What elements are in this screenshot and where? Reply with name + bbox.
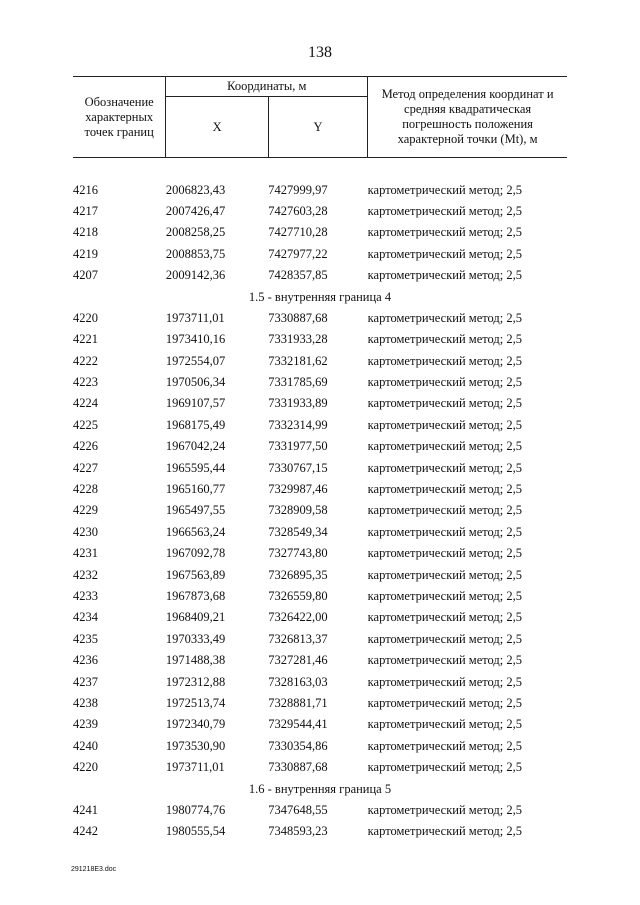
table-row xyxy=(73,757,567,778)
table-row xyxy=(73,179,567,200)
table-row xyxy=(73,222,567,243)
coord-x: 1980555,54 xyxy=(165,824,226,839)
coord-x: 1969107,57 xyxy=(165,396,226,411)
point-id: 4220 xyxy=(73,310,98,325)
point-id: 4236 xyxy=(73,653,98,668)
method-cell: картометрический метод; 2,5 xyxy=(367,717,523,732)
table-row xyxy=(73,393,567,414)
point-id: 4241 xyxy=(73,802,98,817)
coord-y: 7347648,55 xyxy=(268,802,328,817)
coord-x: 1971488,38 xyxy=(165,653,226,668)
method-cell: картометрический метод; 2,5 xyxy=(367,460,523,475)
table-row xyxy=(73,650,567,671)
coord-y: 7331933,28 xyxy=(268,332,328,347)
coord-y: 7427603,28 xyxy=(268,203,328,218)
footer-filename: 291218E3.doc xyxy=(71,866,117,873)
coord-x: 1965497,55 xyxy=(165,503,226,518)
coord-x: 1967563,89 xyxy=(165,567,226,582)
method-cell: картометрический метод; 2,5 xyxy=(367,674,523,689)
header-designation: Обозначение характерных точек границ xyxy=(73,77,166,158)
method-cell: картометрический метод; 2,5 xyxy=(367,353,523,368)
header-x: X xyxy=(166,97,268,158)
header-coordinates: Координаты, м xyxy=(166,77,368,97)
point-id: 4242 xyxy=(73,824,98,839)
table-row xyxy=(73,415,567,436)
table-row xyxy=(73,714,567,735)
method-cell: картометрический метод; 2,5 xyxy=(367,225,523,240)
coord-x: 1967042,24 xyxy=(165,439,226,454)
table-row xyxy=(73,736,567,757)
table-row xyxy=(73,372,567,393)
method-cell: картометрический метод; 2,5 xyxy=(367,802,523,817)
method-cell: картометрический метод; 2,5 xyxy=(367,503,523,518)
table-row xyxy=(73,693,567,714)
method-cell: картометрический метод; 2,5 xyxy=(367,760,523,775)
coord-x: 1980774,76 xyxy=(165,802,226,817)
coord-x: 2006823,43 xyxy=(165,182,226,197)
method-cell: картометрический метод; 2,5 xyxy=(367,524,523,539)
coord-y: 7427710,28 xyxy=(268,225,328,240)
method-cell: картометрический метод; 2,5 xyxy=(367,182,523,197)
coord-x: 1967092,78 xyxy=(165,546,226,561)
point-id: 4207 xyxy=(73,268,98,283)
table-row xyxy=(73,821,567,842)
point-id: 4237 xyxy=(73,674,98,689)
coord-y: 7428357,85 xyxy=(268,268,328,283)
coord-y: 7331785,69 xyxy=(268,375,328,390)
coord-y: 7326813,37 xyxy=(268,631,328,646)
table-row xyxy=(73,586,567,607)
coord-y: 7327743,80 xyxy=(268,546,328,561)
table-header xyxy=(73,77,567,180)
method-cell: картометрический метод; 2,5 xyxy=(367,738,523,753)
table-row xyxy=(73,800,567,821)
table-row xyxy=(73,308,567,329)
point-id: 4224 xyxy=(73,396,98,411)
point-id: 4220 xyxy=(73,760,98,775)
coord-x: 2008853,75 xyxy=(165,246,226,261)
coord-y: 7330887,68 xyxy=(268,310,328,325)
coord-x: 1965595,44 xyxy=(165,460,226,475)
coord-x: 2009142,36 xyxy=(165,268,226,283)
table-row xyxy=(73,479,567,500)
table-row xyxy=(73,629,567,650)
point-id: 4235 xyxy=(73,631,98,646)
coord-x: 2007426,47 xyxy=(165,203,226,218)
coord-y: 7332181,62 xyxy=(268,353,328,368)
table-row xyxy=(73,436,567,457)
point-id: 4233 xyxy=(73,589,98,603)
coord-x: 1968409,21 xyxy=(165,610,226,625)
table-row xyxy=(73,201,567,222)
coord-y: 7328909,58 xyxy=(268,503,328,518)
method-cell: картометрический метод; 2,5 xyxy=(367,653,523,668)
method-cell: картометрический метод; 2,5 xyxy=(367,375,523,390)
table-body xyxy=(73,179,567,842)
point-id: 4216 xyxy=(73,182,98,197)
page-number: 138 xyxy=(308,44,332,61)
table-row xyxy=(73,329,567,350)
point-id: 4230 xyxy=(73,524,98,539)
table-row xyxy=(73,671,567,692)
point-id: 4226 xyxy=(73,439,98,454)
coord-x: 1973410,16 xyxy=(165,332,226,347)
table-row xyxy=(73,543,567,564)
coord-x: 1965160,77 xyxy=(165,482,226,497)
point-id: 4239 xyxy=(73,717,98,732)
coord-y: 7326559,80 xyxy=(268,589,328,603)
coord-x: 1970506,34 xyxy=(165,375,226,390)
point-id: 4218 xyxy=(73,225,98,240)
coord-y: 7328881,71 xyxy=(268,695,328,710)
coord-y: 7327281,46 xyxy=(268,653,328,668)
table-row xyxy=(73,244,567,265)
coord-y: 7331977,50 xyxy=(268,439,328,454)
method-cell: картометрический метод; 2,5 xyxy=(367,203,523,218)
coord-y: 7330887,68 xyxy=(268,760,328,775)
method-cell: картометрический метод; 2,5 xyxy=(367,439,523,454)
coord-y: 7331933,89 xyxy=(268,396,328,411)
method-cell: картометрический метод; 2,5 xyxy=(367,246,523,261)
coord-y: 7329987,46 xyxy=(268,482,328,497)
coord-x: 2008258,25 xyxy=(165,225,226,240)
section-row xyxy=(73,778,567,799)
table-row xyxy=(73,500,567,521)
coord-x: 1972513,74 xyxy=(165,695,226,710)
method-cell: картометрический метод; 2,5 xyxy=(367,567,523,582)
coord-y: 7328163,03 xyxy=(268,674,328,689)
section-title: 1.6 - внутренняя граница 5 xyxy=(248,781,392,796)
method-cell: картометрический метод; 2,5 xyxy=(367,589,523,603)
method-cell: картометрический метод; 2,5 xyxy=(367,482,523,497)
point-id: 4232 xyxy=(73,567,98,582)
table-row xyxy=(73,265,567,286)
section-title: 1.5 - внутренняя граница 4 xyxy=(248,289,392,304)
coordinates-table xyxy=(73,76,567,843)
coord-y: 7328549,34 xyxy=(268,524,328,539)
coord-x: 1973711,01 xyxy=(165,760,225,775)
point-id: 4228 xyxy=(73,482,98,497)
coord-y: 7427977,22 xyxy=(268,246,328,261)
point-id: 4227 xyxy=(73,460,98,475)
header-y: Y xyxy=(268,97,367,158)
method-cell: картометрический метод; 2,5 xyxy=(367,417,523,432)
coord-y: 7329544,41 xyxy=(268,717,328,732)
method-cell: картометрический метод; 2,5 xyxy=(367,310,523,325)
table-row xyxy=(73,564,567,585)
coord-x: 1973711,01 xyxy=(165,310,225,325)
coord-y: 7330767,15 xyxy=(268,460,328,475)
section-row xyxy=(73,286,567,307)
method-cell: картометрический метод; 2,5 xyxy=(367,695,523,710)
point-id: 4240 xyxy=(73,738,98,753)
method-cell: картометрический метод; 2,5 xyxy=(367,824,523,839)
coord-x: 1972554,07 xyxy=(165,353,226,368)
coord-x: 1967873,68 xyxy=(165,589,226,603)
coord-y: 7326895,35 xyxy=(268,567,328,582)
table-row xyxy=(73,351,567,372)
point-id: 4229 xyxy=(73,503,98,518)
coord-y: 7427999,97 xyxy=(268,182,328,197)
point-id: 4223 xyxy=(73,375,98,390)
method-cell: картометрический метод; 2,5 xyxy=(367,631,523,646)
coord-y: 7326422,00 xyxy=(268,610,328,625)
table-row xyxy=(73,522,567,543)
coord-x: 1972312,88 xyxy=(165,674,226,689)
coord-y: 7332314,99 xyxy=(268,417,328,432)
method-cell: картометрический метод; 2,5 xyxy=(367,610,523,625)
point-id: 4225 xyxy=(73,417,98,432)
method-cell: картометрический метод; 2,5 xyxy=(367,332,523,347)
point-id: 4221 xyxy=(73,332,98,347)
point-id: 4217 xyxy=(73,203,98,218)
point-id: 4238 xyxy=(73,695,98,710)
coord-y: 7330354,86 xyxy=(268,738,328,753)
coord-x: 1972340,79 xyxy=(165,717,226,732)
method-cell: картометрический метод; 2,5 xyxy=(367,546,523,561)
table-row xyxy=(73,457,567,478)
coord-x: 1973530,90 xyxy=(165,738,226,753)
coord-x: 1966563,24 xyxy=(165,524,226,539)
coord-y: 7348593,23 xyxy=(268,824,328,839)
method-cell: картометрический метод; 2,5 xyxy=(367,396,523,411)
table-row xyxy=(73,607,567,628)
point-id: 4222 xyxy=(73,353,98,368)
point-id: 4231 xyxy=(73,546,98,561)
point-id: 4219 xyxy=(73,246,98,261)
point-id: 4234 xyxy=(73,610,98,625)
coord-x: 1968175,49 xyxy=(165,417,226,432)
header-method: Метод определения координат и средняя квадратическая погрешность положения характерной точки (Mt), м xyxy=(368,77,567,158)
coord-x: 1970333,49 xyxy=(165,631,226,646)
method-cell: картометрический метод; 2,5 xyxy=(367,268,523,283)
